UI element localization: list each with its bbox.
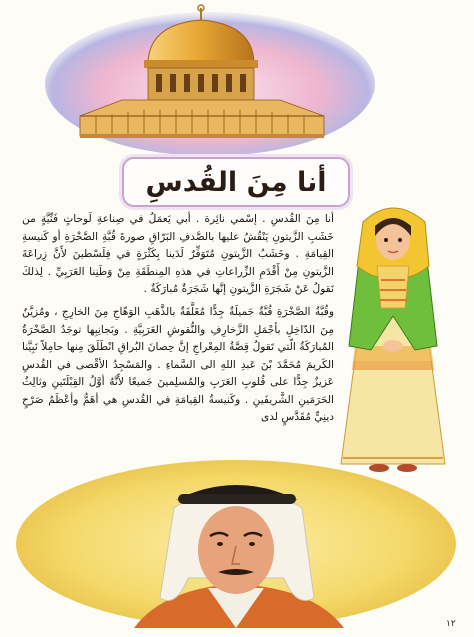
paragraph-2: وقُبَّةُ الصَّخْرَةِ قُبَّةٌ جَميلَةٌ جِدًّا مُغَلَّفَةٌ بالذَّهَبِ الوَهّاجِ مِنَ الخارِجِ ، ومُزيَّنٌ مِنَ الدّاخِلِ بأجْمَلِ الزَّخارِفِ والنُّقوشِ العَرَبِيَّةِ . وبَجانِبِها توجَدُ الصَّخْرَةُ المُبارَكَةُ الّتي تَقولُ قِصَّةُ المِعْراجِ إنَّ حِصانَ البُراقِ انْطَلَقَ مِنها حامِلاً نَبِيَّنا الكَريمَ مُحَمَّدَ بْنَ عَبدِ اللهِ الى السَّماءِ . والمَسْجِدُ الأقْصى في القُدسِ عَزيزٌ جِدًّا على قُلوبِ العَرَبِ والمُسلِمينَ جَميعًا لأَنَّهُ أوَّلُ القِبْلَتَينِ وثالِثُ الحَرَمَينِ الشَّريفَينِ . وكَنيسةُ القِيامَةِ في القُدسِ هي أهَمُّ وأعْظَمُ صَرْحٍ دينِيٍّ مُقَدَّسٍ لدى xyxy=(22,306,334,423)
girl-illustration xyxy=(333,196,453,478)
man-portrait-illustration xyxy=(14,448,458,628)
page-number: ١٢ xyxy=(446,619,456,629)
page-title: أنا مِنَ القُدسِ xyxy=(145,166,327,198)
title-box xyxy=(122,157,350,207)
paragraph-1: أنا مِنَ القُدسِ . إسْمي نائِرة . أبي يَعمَلُ في صِناعةِ لَوحاتٍ فَنِّيَّةٍ من خَشَبِ الزَّيتونِ يَنْقُشُ عليها بالصَّدفِ البَرّاقِ صورةَ قُبَّةِ الصَّخْرَةِ أو كَنيسةِ القِيامَةِ . وخَشَبُ الزَّيتونِ مُتَوَفِّرٌ لَدَينا بِكَثْرَةٍ في فِلَسْطينَ لأَنَّ زِراعَةَ الزَّيتونِ مِنْ أَقْدَمِ الزِّراعاتِ في هذهِ المِنطَقَةِ مِنْ وَطَنِنا العَرَبِيِّ . لِذلكَ نَقولُ عَنْ شَجَرَةِ الزَّيتونِ إنَّها شَجَرَةٌ مُبارَكَةٌ . xyxy=(22,213,334,295)
dome-of-the-rock-illustration xyxy=(40,4,380,154)
